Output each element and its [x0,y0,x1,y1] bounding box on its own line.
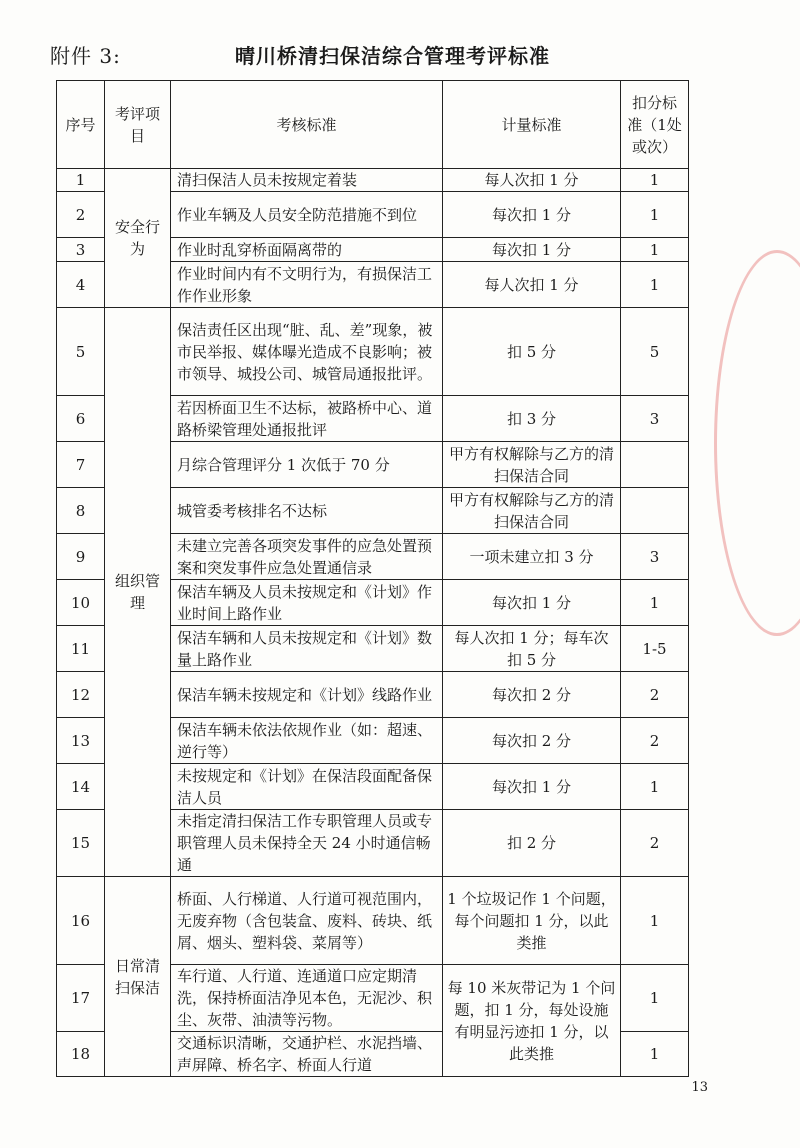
row-measure: 每人次扣 1 分；每车次扣 5 分 [443,626,621,672]
page-number: 13 [691,1080,708,1095]
row-points: 1 [621,192,689,238]
row-measure: 每次扣 1 分 [443,192,621,238]
row-no: 4 [57,262,105,308]
red-seal-stamp [714,250,800,636]
row-no: 9 [57,534,105,580]
row-no: 6 [57,396,105,442]
document-title: 晴川桥清扫保洁综合管理考评标准 [235,44,550,68]
attachment-label: 附件 3: [50,44,121,68]
row-criteria: 保洁车辆未依法依规作业（如：超速、逆行等） [171,718,443,764]
row-measure: 甲方有权解除与乙方的清扫保洁合同 [443,488,621,534]
row-measure: 扣 2 分 [443,810,621,877]
row-no: 10 [57,580,105,626]
row-points: 1 [621,169,689,192]
row-points [621,488,689,534]
row-measure: 每 10 米灰带记为 1 个问题，扣 1 分，每处设施有明显污迹扣 1 分，以此类推 [443,965,621,1077]
row-measure: 扣 5 分 [443,308,621,396]
row-measure: 一项未建立扣 3 分 [443,534,621,580]
row-measure: 每次扣 1 分 [443,580,621,626]
row-criteria: 作业车辆及人员安全防范措施不到位 [171,192,443,238]
row-measure: 每人次扣 1 分 [443,169,621,192]
row-measure: 每次扣 2 分 [443,718,621,764]
row-no: 12 [57,672,105,718]
row-no: 16 [57,877,105,965]
row-points: 1 [621,262,689,308]
row-no: 14 [57,764,105,810]
row-no: 17 [57,965,105,1032]
row-criteria: 未指定清扫保洁工作专职管理人员或专职管理人员未保持全天 24 小时通信畅通 [171,810,443,877]
row-measure: 扣 3 分 [443,396,621,442]
row-criteria: 作业时乱穿桥面隔离带的 [171,238,443,262]
row-points: 2 [621,718,689,764]
row-no: 11 [57,626,105,672]
row-criteria: 月综合管理评分 1 次低于 70 分 [171,442,443,488]
evaluation-table [56,80,689,1077]
row-criteria: 清扫保洁人员未按规定着装 [171,169,443,192]
row-criteria: 保洁车辆及人员未按规定和《计划》作业时间上路作业 [171,580,443,626]
row-points: 1 [621,1032,689,1077]
table-header-row [57,81,689,169]
table-row [57,308,689,396]
group-daily: 日常清扫保洁 [105,877,171,1077]
row-points: 3 [621,534,689,580]
row-no: 15 [57,810,105,877]
table-row [57,877,689,965]
row-criteria: 未按规定和《计划》在保洁段面配备保洁人员 [171,764,443,810]
row-criteria: 未建立完善各项突发事件的应急处置预案和突发事件应急处置通信录 [171,534,443,580]
row-no: 7 [57,442,105,488]
row-criteria: 城管委考核排名不达标 [171,488,443,534]
row-no: 8 [57,488,105,534]
row-points: 2 [621,672,689,718]
row-criteria: 车行道、人行道、连通道口应定期清洗，保持桥面洁净见本色，无泥沙、积尘、灰带、油渍等污物。 [171,965,443,1032]
row-measure: 甲方有权解除与乙方的清扫保洁合同 [443,442,621,488]
row-no: 5 [57,308,105,396]
row-no: 1 [57,169,105,192]
header-points: 扣分标准（1处或次） [621,81,689,169]
row-no: 13 [57,718,105,764]
row-points: 2 [621,810,689,877]
row-points: 1 [621,238,689,262]
row-no: 3 [57,238,105,262]
row-criteria: 保洁责任区出现“脏、乱、差”现象，被市民举报、媒体曝光造成不良影响；被市领导、城投公司、城管局通报批评。 [171,308,443,396]
table-row [57,169,689,192]
row-measure: 1 个垃圾记作 1 个问题，每个问题扣 1 分，以此类推 [443,877,621,965]
row-criteria: 交通标识清晰，交通护栏、水泥挡墙、声屏障、桥名字、桥面人行道 [171,1032,443,1077]
group-safety: 安全行为 [105,169,171,308]
row-points: 1 [621,580,689,626]
row-criteria: 若因桥面卫生不达标，被路桥中心、道路桥梁管理处通报批评 [171,396,443,442]
row-no: 18 [57,1032,105,1077]
header-item: 考评项目 [105,81,171,169]
row-points: 5 [621,308,689,396]
row-points: 1 [621,877,689,965]
row-points [621,442,689,488]
row-criteria: 作业时间内有不文明行为，有损保洁工作作业形象 [171,262,443,308]
row-measure: 每次扣 1 分 [443,764,621,810]
row-measure: 每次扣 2 分 [443,672,621,718]
row-measure: 每人次扣 1 分 [443,262,621,308]
row-points: 1-5 [621,626,689,672]
row-points: 3 [621,396,689,442]
header-seq: 序号 [57,81,105,169]
row-measure: 每次扣 1 分 [443,238,621,262]
row-points: 1 [621,965,689,1032]
group-org: 组织管理 [105,308,171,877]
row-criteria: 保洁车辆和人员未按规定和《计划》数量上路作业 [171,626,443,672]
header-measure: 计量标准 [443,81,621,169]
row-criteria: 保洁车辆未按规定和《计划》线路作业 [171,672,443,718]
row-points: 1 [621,764,689,810]
row-no: 2 [57,192,105,238]
row-criteria: 桥面、人行梯道、人行道可视范围内，无废弃物（含包装盒、废料、砖块、纸屑、烟头、塑料袋、菜屑等） [171,877,443,965]
header-criteria: 考核标准 [171,81,443,169]
